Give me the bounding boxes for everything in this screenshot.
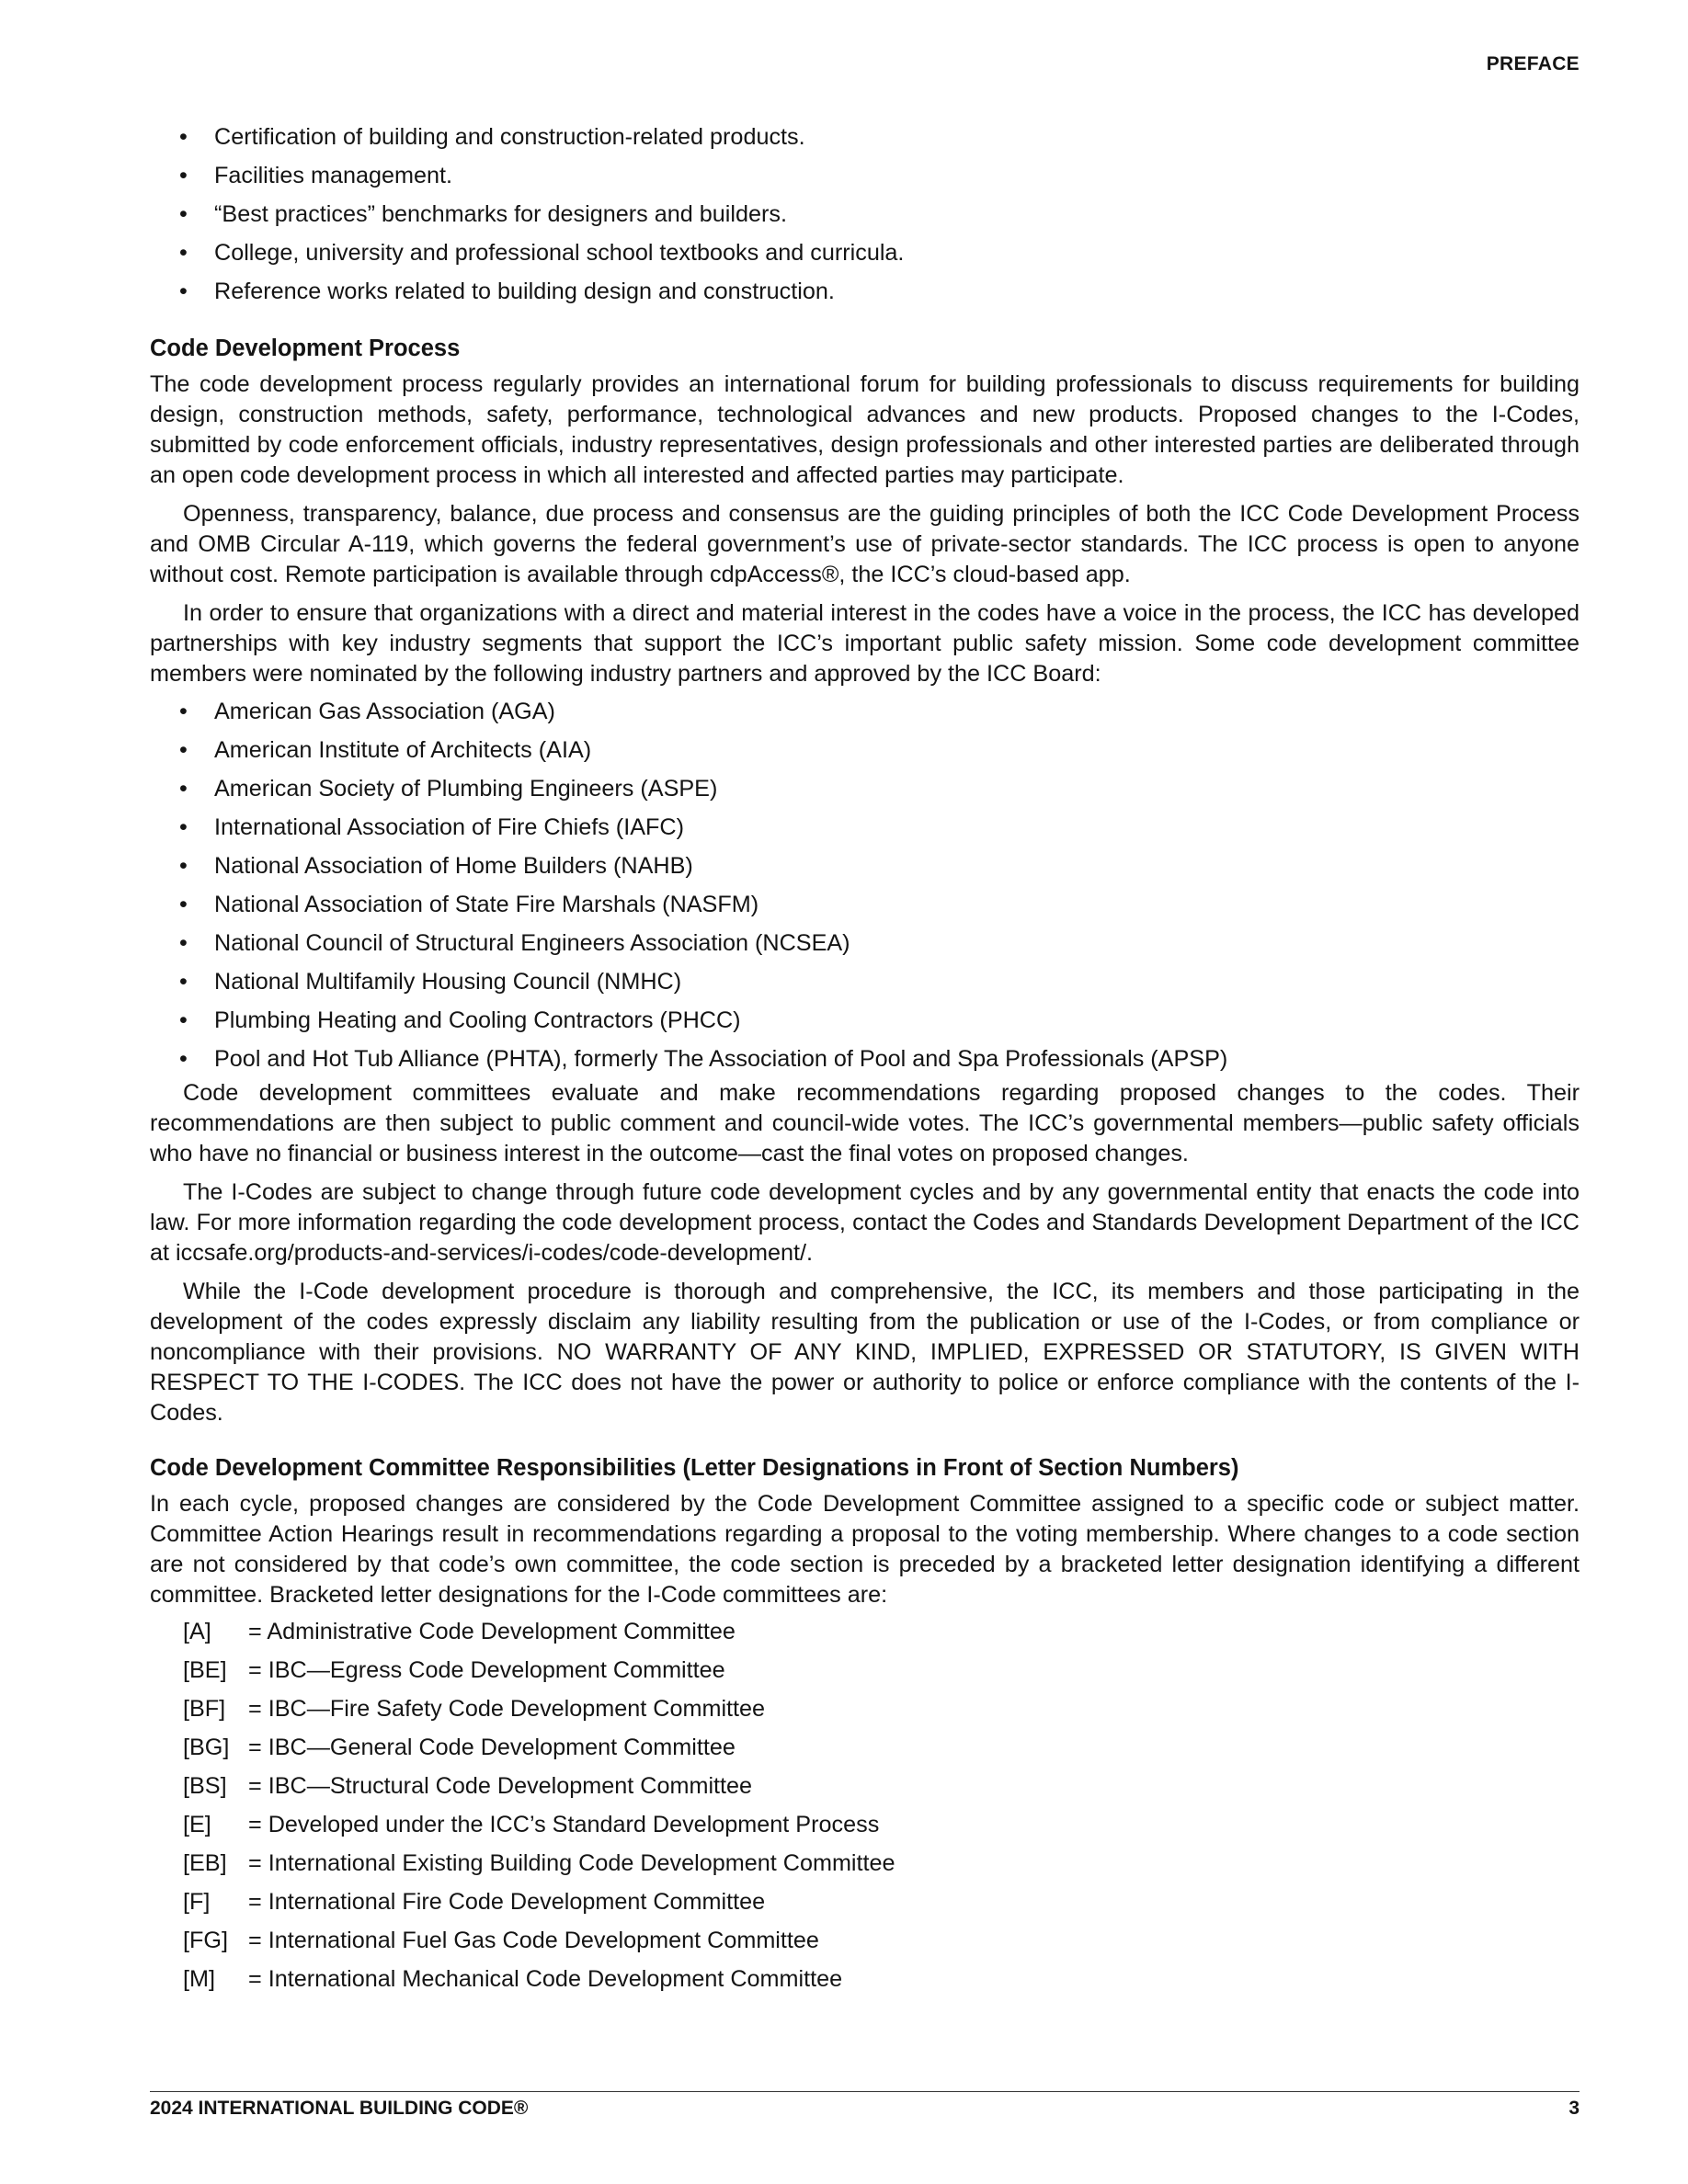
list-item: • Plumbing Heating and Cooling Contractors (PHCC) — [150, 1001, 1580, 1040]
bullet-icon: • — [179, 163, 188, 188]
bullet-icon: • — [179, 737, 188, 763]
section-heading-code-development-process: Code Development Process — [150, 336, 461, 361]
designation-row — [150, 1805, 1580, 1844]
list-item: • Reference works related to building design and construction. — [150, 272, 1580, 311]
list-item: • “Best practices” benchmarks for designers and builders. — [150, 195, 1580, 233]
intro-bullet-list — [150, 118, 1580, 311]
designation-code: [FG] — [183, 1928, 228, 1953]
designation-row — [150, 1844, 1580, 1883]
footer-page-number: 3 — [1568, 2098, 1580, 2119]
list-item: • National Association of State Fire Marshals (NASFM) — [150, 885, 1580, 924]
designation-code: [M] — [183, 1966, 215, 1992]
list-item: • National Multifamily Housing Council (NMHC) — [150, 962, 1580, 1001]
designation-code: [E] — [183, 1812, 211, 1837]
list-item: • Certification of building and construction-related products. — [150, 118, 1580, 156]
designation-code: [A] — [183, 1619, 211, 1644]
bullet-icon: • — [179, 699, 188, 724]
designation-row — [150, 1689, 1580, 1728]
list-item: • American Institute of Architects (AIA) — [150, 731, 1580, 769]
bullet-icon: • — [179, 1046, 188, 1072]
bullet-icon: • — [179, 969, 188, 995]
designation-code: [BG] — [183, 1735, 230, 1760]
designation-row — [150, 1612, 1580, 1651]
designation-description: = IBC—Structural Code Development Committee — [248, 1773, 753, 1799]
bullet-icon: • — [179, 892, 188, 917]
paragraph: The code development process regularly provides an international forum for building professionals to discuss requirements for building design, construction methods, safety, performance, technological advances and new products. Proposed changes to the I-Codes, submitted by code enforcement officials, industry representatives, design professionals and other interested parties are deliberated through an open code development process in which all interested and affected parties may participate. — [150, 371, 1580, 488]
list-item: • International Association of Fire Chiefs (IAFC) — [150, 808, 1580, 847]
designation-row — [150, 1960, 1580, 1998]
paragraph: Openness, transparency, balance, due process and consensus are the guiding principles of both the ICC Code Development Process and OMB Circular A-119, which governs the federal government’s use of private-sector standards. The ICC process is open to anyone without cost. Remote participation is available through cdpAccess®, the ICC’s cloud-based app. — [150, 501, 1580, 587]
paragraph: In each cycle, proposed changes are considered by the Code Development Committee assigned to a specific code or subject matter. Committee Action Hearings result in recommendations regarding a proposal to the voting membership. Where changes to a code section are not considered by that code’s own committee, the code section is preceded by a bracketed letter designation identifying a different committee. Bracketed letter designations for the I-Code committees are: — [150, 1491, 1580, 1608]
bullet-icon: • — [179, 124, 188, 150]
designation-description: = IBC—Fire Safety Code Development Committee — [248, 1696, 766, 1722]
list-item: • National Council of Structural Engineers Association (NCSEA) — [150, 924, 1580, 962]
footer-divider — [150, 2091, 1580, 2092]
list-item: • Pool and Hot Tub Alliance (PHTA), formerly The Association of Pool and Spa Professionals (APSP) — [150, 1040, 1580, 1078]
designation-code: [BS] — [183, 1773, 227, 1799]
designation-code: [EB] — [183, 1850, 227, 1876]
designation-description: = International Mechanical Code Development Committee — [248, 1966, 843, 1992]
designation-code: [F] — [183, 1889, 211, 1915]
designation-code: [BE] — [183, 1657, 227, 1683]
footer-publication-title: 2024 INTERNATIONAL BUILDING CODE® — [150, 2098, 529, 2119]
bullet-icon: • — [179, 930, 188, 956]
list-item: • Facilities management. — [150, 156, 1580, 195]
bullet-icon: • — [179, 201, 188, 227]
bullet-icon: • — [179, 240, 188, 266]
designation-description: = IBC—Egress Code Development Committee — [248, 1657, 725, 1683]
designation-description: = IBC—General Code Development Committee — [248, 1735, 736, 1760]
designation-row — [150, 1921, 1580, 1960]
paragraph: The I-Codes are subject to change through future code development cycles and by any governmental entity that enacts the code into law. For more information regarding the code development process, contact the Codes and Standards Development Department of the ICC at iccsafe.org/products-and-services/i-codes/code-development/. — [150, 1179, 1580, 1266]
designation-row — [150, 1883, 1580, 1921]
paragraph: In order to ensure that organizations with a direct and material interest in the codes have a voice in the process, the ICC has developed partnerships with key industry segments that support the ICC’s important public safety mission. Some code development committee members were nominated by the following industry partners and approved by the ICC Board: — [150, 600, 1580, 687]
designation-row — [150, 1767, 1580, 1805]
designation-description: = Developed under the ICC’s Standard Development Process — [248, 1812, 880, 1837]
designation-code: [BF] — [183, 1696, 226, 1722]
page-header-section: PREFACE — [1486, 53, 1580, 74]
list-item: • National Association of Home Builders (NAHB) — [150, 847, 1580, 885]
designation-description: = International Existing Building Code Development Committee — [248, 1850, 895, 1876]
bullet-icon: • — [179, 1007, 188, 1033]
industry-partner-list — [150, 692, 1580, 1078]
designation-description: = Administrative Code Development Committee — [248, 1619, 736, 1644]
paragraph: While the I-Code development procedure is thorough and comprehensive, the ICC, its members and those participating in the development of the codes expressly disclaim any liability resulting from the publication or use of the I-Codes, or from compliance or noncompliance with their provisions. NO WARRANTY OF ANY KIND, IMPLIED, EXPRESSED OR STATUTORY, IS GIVEN WITH RESPECT TO THE I-CODES. The ICC does not have the power or authority to police or enforce compliance with the contents of the I-Codes. — [150, 1279, 1580, 1426]
paragraph: Code development committees evaluate and make recommendations regarding proposed changes to the codes. Their recommendations are then subject to public comment and council-wide votes. The ICC’s governmental members—public safety officials who have no financial or business interest in the outcome—cast the final votes on proposed changes. — [150, 1080, 1580, 1166]
list-item: • College, university and professional school textbooks and curricula. — [150, 233, 1580, 272]
designation-row — [150, 1728, 1580, 1767]
bullet-icon: • — [179, 776, 188, 802]
bullet-icon: • — [179, 814, 188, 840]
designation-description: = International Fire Code Development Committee — [248, 1889, 766, 1915]
list-item: • American Society of Plumbing Engineers (ASPE) — [150, 769, 1580, 808]
letter-designation-list — [150, 1612, 1580, 1998]
bullet-icon: • — [179, 853, 188, 879]
list-item: • American Gas Association (AGA) — [150, 692, 1580, 731]
designation-row — [150, 1651, 1580, 1689]
designation-description: = International Fuel Gas Code Development Committee — [248, 1928, 819, 1953]
page-content — [150, 118, 1580, 1998]
section-heading-committee-responsibilities: Code Development Committee Responsibilities (Letter Designations in Front of Section Numbers) — [150, 1455, 1239, 1481]
bullet-icon: • — [179, 279, 188, 304]
